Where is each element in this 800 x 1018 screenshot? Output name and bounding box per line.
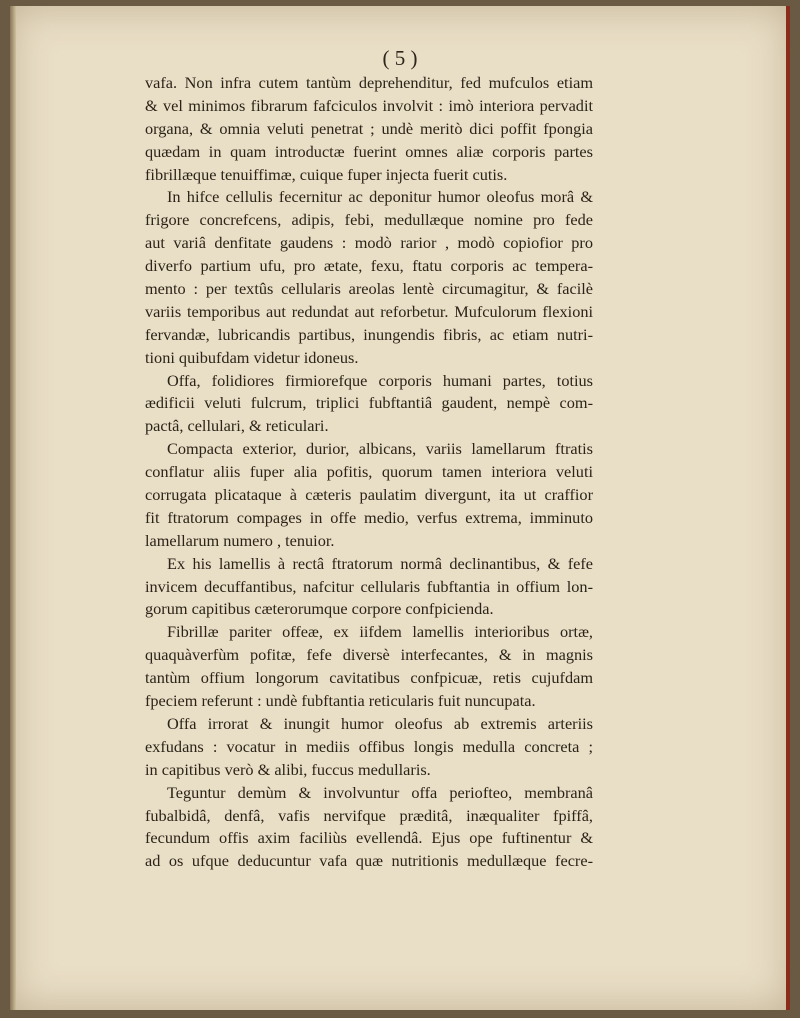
text-line: exfudans : vocatur in mediis offibus longis medulla concreta ; <box>145 736 593 756</box>
text-line: diverfo partium ufu, pro ætate, fexu, ftatu corporis ac tempera- <box>145 256 593 276</box>
text-line: pactâ, cellulari, & reticulari. <box>145 416 329 436</box>
text-line: fpeciem referunt : undè fubftantia reticularis fuit nuncupata. <box>145 691 536 711</box>
text-line: variis temporibus aut redundat aut reforbetur. Mufculorum flexioni <box>145 301 593 321</box>
text-line: invicem decuffantibus, nafcitur cellularis fubftantia in offium lon- <box>145 576 593 596</box>
text-line: fit ftratorum compages in offe medio, verfus extrema, imminuto <box>145 507 593 527</box>
text-line: Offa irrorat & inungit humor oleofus ab extremis arteriis <box>167 713 593 733</box>
text-line: fibrillæque tenuiffimæ, cuique fuper injecta fuerit cutis. <box>145 164 508 184</box>
text-line: Offa, folidiores firmiorefque corporis humani partes, totius <box>167 370 593 390</box>
text-line: quaquàverfùm pofitæ, fefe diversè interfecantes, & in magnis <box>145 645 593 665</box>
page-spine-shadow <box>10 6 16 1010</box>
text-line: vafa. Non infra cutem tantùm deprehenditur, fed mufculos etiam <box>145 73 593 92</box>
text-line: quædam in quam introductæ fuerint omnes aliæ corporis partes <box>145 141 593 161</box>
text-line: Ex his lamellis à rectâ ftratorum normâ declinantibus, & fefe <box>167 553 593 573</box>
text-line: frigore concrefcens, adipis, febi, medullæque nomine pro fede <box>145 210 593 230</box>
text-line: gorum capitibus cæterorumque corpore confpicienda. <box>145 599 494 619</box>
page-edge <box>786 6 790 1010</box>
text-line: & vel minimos fibrarum fafciculos involvit : imò interiora pervadit <box>145 95 593 115</box>
text-line: tantùm offium longorum cavitatibus confpicuæ, retis cujufdam <box>145 668 593 688</box>
text-line: corrugata plicataque à cæteris paulatim divergunt, ita ut craffior <box>145 485 593 505</box>
text-line: lamellarum numero , tenuior. <box>145 530 335 550</box>
text-line: aut variâ denfitate gaudens : modò rarior , modò copiofior pro <box>145 233 593 253</box>
text-line: Compacta exterior, durior, albicans, variis lamellarum ftratis <box>167 439 593 459</box>
text-line: ædificii veluti fulcrum, triplici fubftantiâ gaudent, nempè com- <box>145 393 593 413</box>
page-number: ( 5 ) <box>382 46 418 70</box>
text-line: Teguntur demùm & involvuntur offa periofteo, membranâ <box>167 782 593 802</box>
text-line: mento : per textûs cellularis areolas lentè circumagitur, & facilè <box>145 279 593 299</box>
book-page <box>10 6 790 1010</box>
text-line: conflatur aliis fuper alia pofitis, quorum tamen interiora veluti <box>145 462 593 482</box>
text-line: tioni quibufdam videtur idoneus. <box>145 347 359 367</box>
text-line: in capitibus verò & alibi, fuccus medullaris. <box>145 759 431 779</box>
body-text <box>145 72 593 873</box>
text-line: Fibrillæ pariter offeæ, ex iifdem lamellis interioribus ortæ, <box>167 622 593 642</box>
text-line: organa, & omnia veluti penetrat ; undè meritò dici poffit fpongia <box>145 118 593 138</box>
text-line: fecundum offis axim faciliùs evellendâ. Ejus ope fuftinentur & <box>145 828 593 848</box>
text-line: In hifce cellulis fecernitur ac deponitur humor oleofus morâ & <box>167 187 593 207</box>
text-line: ad os ufque deducuntur vafa quæ nutritionis medullæque fecre- <box>145 851 593 871</box>
text-line: fubalbidâ, denfâ, vafis nervifque præditâ, inæqualiter fpiffâ, <box>145 805 593 825</box>
text-line: fervandæ, lubricandis partibus, inungendis fibris, ac etiam nutri- <box>145 324 593 344</box>
